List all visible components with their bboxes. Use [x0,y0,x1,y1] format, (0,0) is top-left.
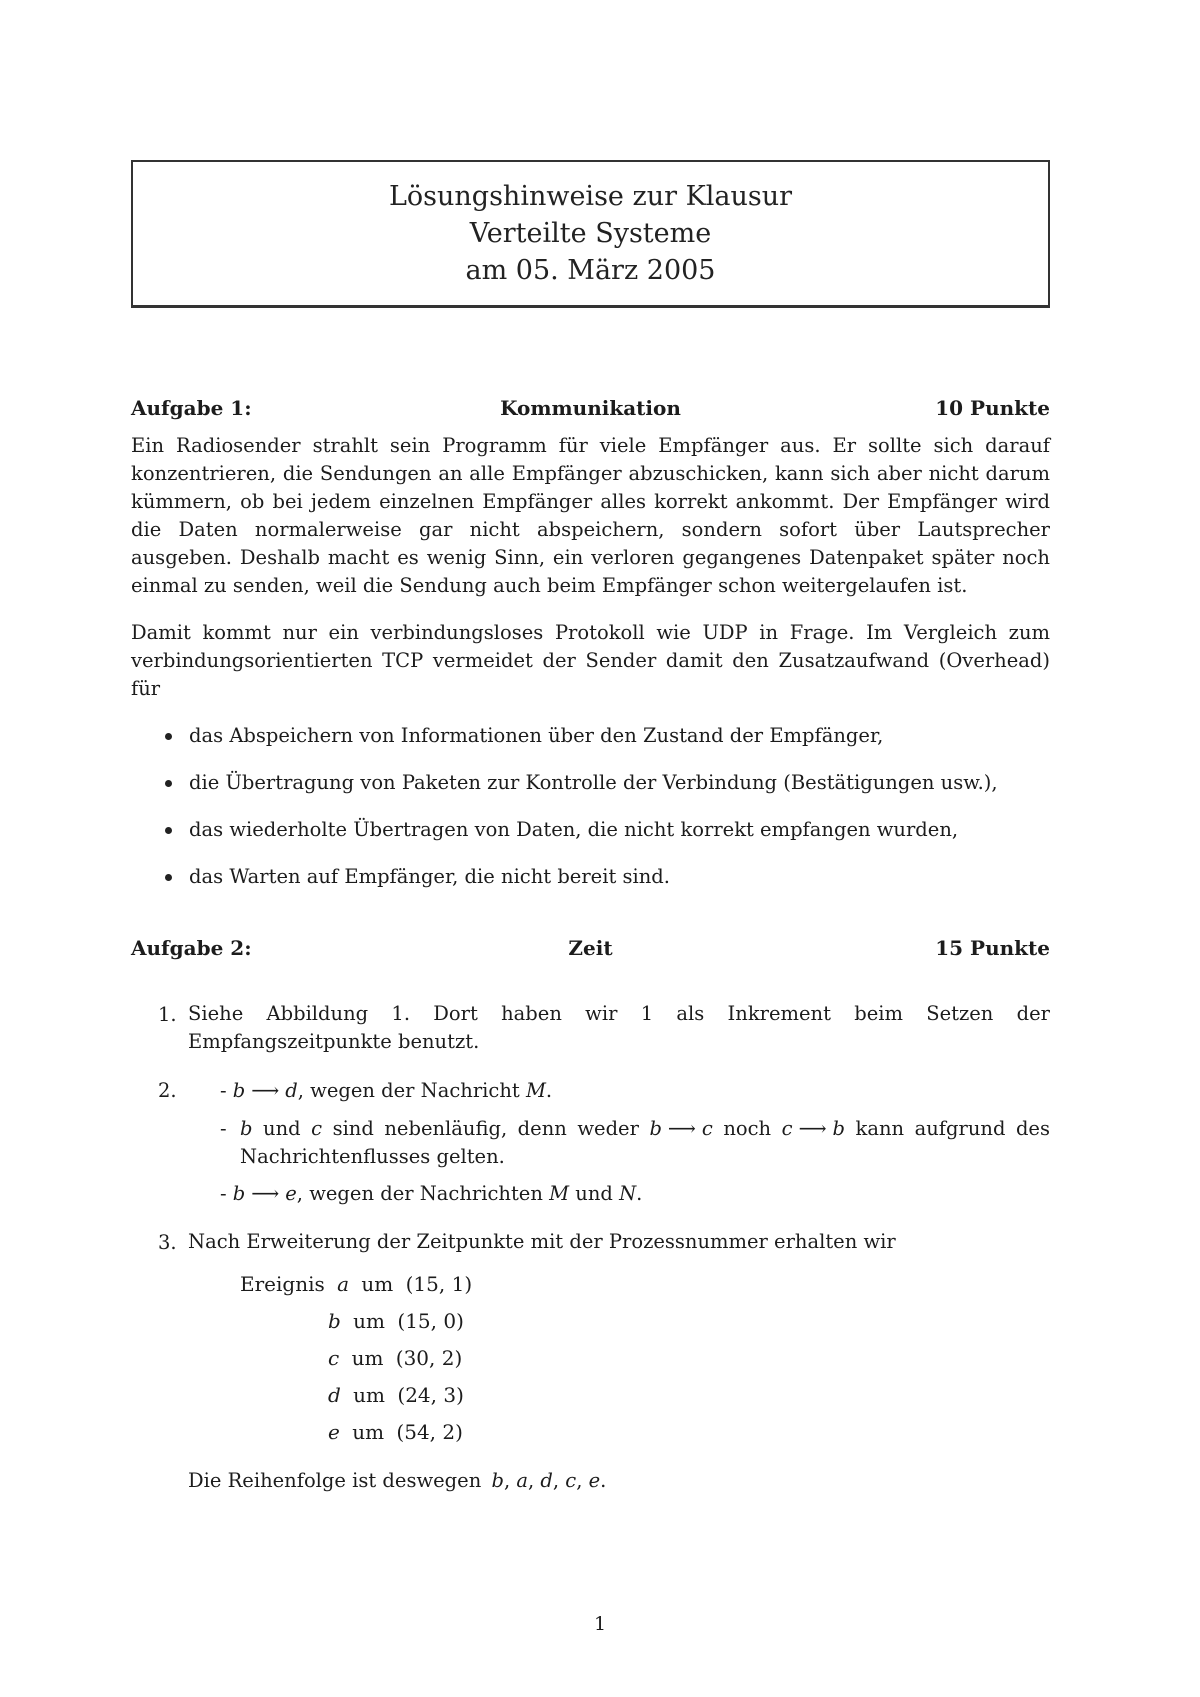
arrow-icon: ⟶ [251,1079,280,1102]
page-number: 1 [593,1613,607,1635]
event-name: d [328,1383,341,1407]
item2-sub2 [220,1115,1050,1171]
arrow-icon: ⟶ [667,1117,696,1140]
event-time: (54, 2) [396,1420,463,1444]
event-b: b [240,1117,253,1140]
order-item: d [540,1469,553,1492]
order-item: e [588,1469,601,1492]
event-time: (24, 3) [397,1383,464,1407]
list-item [165,816,1050,863]
arrow-icon: ⟶ [798,1117,827,1140]
bullet-icon [165,733,172,740]
event-um: um [351,1346,384,1370]
event-b: b [649,1117,662,1140]
event-b: b [232,1079,246,1102]
order-sentence: Die Reihenfolge ist deswegen b, a, d, c, e. [188,1469,607,1492]
sub3-period: . [636,1182,643,1205]
event-name: e [328,1420,340,1444]
bullet-text: die Übertragung von Paketen zur Kontrolle der Verbindung (Bestätigungen usw.), [189,771,998,794]
task1-bullet-list [165,722,1050,910]
title-line-1: Lösungshinweise zur Klausur [388,181,793,212]
order-item: c [565,1469,577,1492]
dash-marker: - [220,1117,227,1140]
task1-points: 10 Punkte [935,396,1050,420]
message-m: M [549,1182,570,1205]
task2-label: Aufgabe 2: [131,936,252,960]
item3-text: Nach Erweiterung der Zeitpunkte mit der Prozessnummer erhalten wir [188,1230,896,1253]
task1-paragraph-2: Damit kommt nur ein verbindungsloses Protokoll wie UDP in Frage. Im Vergleich zum verbindungsorientierten TCP vermeidet der Sender damit den Zusatzaufwand (Overhead) für [131,621,1050,700]
bullet-icon [165,827,172,834]
sub1-text: , wegen der Nachricht [297,1079,526,1102]
sub3-text: , wegen der Nachrichten [296,1182,550,1205]
sub2-text-4: kann aufgrund des Nachrichtenflusses gelten. [240,1117,1050,1168]
task1-paragraph-1: Ein Radiosender strahlt sein Programm für viele Empfänger aus. Er sollte sich darauf konzentrieren, die Sendungen an alle Empfänger abzuschicken, kann sich aber nicht darum kümmern, ob bei jedem einzelnen Empfänger alles korrekt ankommt. Der Empfänger wird die Daten normalerweise gar nicht abspeichern, sondern sofort über Lautsprecher ausgeben. Deshalb macht es wenig Sinn, ein verloren gegangenes Datenpaket später noch einmal zu senden, weil die Sendung auch beim Empfänger schon weitergelaufen ist. [131,434,1050,597]
title-line-2: Verteilte Systeme [469,218,712,249]
sub3-and: und [569,1182,620,1205]
list-item [165,863,1050,910]
item1-number: 1. [158,1003,177,1026]
event-b: b [232,1182,246,1205]
bullet-text: das Warten auf Empfänger, die nicht bereit sind. [189,865,670,888]
item2-number: 2. [158,1079,177,1102]
event-d: d [285,1079,298,1102]
task1-label: Aufgabe 1: [131,396,252,420]
title-line-3: am 05. März 2005 [465,255,716,286]
dash-marker: - [220,1182,227,1205]
sub2-text-2: sind nebenläufig, denn weder [322,1117,650,1140]
item1-text: Siehe Abbildung 1. Dort haben wir 1 als Inkrement beim Setzen der Empfangszeitpunkte benutzt. [188,1002,1050,1053]
event-e: e [285,1182,297,1205]
event-b: b [832,1117,846,1140]
task2-title: Zeit [568,936,613,960]
item2-sub3 [220,1180,1050,1208]
order-item: b [491,1469,504,1492]
event-um: um [353,1383,386,1407]
task1-title: Kommunikation [500,396,681,420]
list-item [165,722,1050,769]
event-c: c [701,1117,713,1140]
order-item: a [516,1469,528,1492]
bullet-text: das wiederholte Übertragen von Daten, die nicht korrekt empfangen wurden, [189,818,959,841]
list-item [165,769,1050,816]
event-name: c [328,1346,340,1370]
message-n: N [619,1182,637,1205]
bullet-icon [165,874,172,881]
event-time: (15, 0) [397,1309,464,1333]
event-um: um [353,1309,386,1333]
message-m: M [525,1079,546,1102]
dash-marker: - [220,1079,227,1102]
task2-points: 15 Punkte [935,936,1050,960]
event-um: um [361,1272,394,1296]
event-row [328,1309,464,1345]
event-time: (15, 1) [405,1272,473,1296]
event-name: b [328,1309,341,1333]
item3-number: 3. [158,1231,177,1254]
task2-header [131,936,1050,966]
task1-header [131,396,1050,426]
title-box [131,160,1050,308]
bullet-icon [165,780,172,787]
event-c: c [311,1117,323,1140]
event-row [328,1420,463,1456]
order-text: Die Reihenfolge ist deswegen [188,1469,482,1492]
arrow-icon: ⟶ [251,1182,280,1205]
event-row [328,1383,464,1419]
event-um: um [352,1420,385,1444]
event-row [328,1346,462,1382]
sub2-text-1: und [252,1117,312,1140]
event-c: c [781,1117,793,1140]
item2-sub1 [220,1077,1050,1105]
event-time: (30, 2) [395,1346,463,1370]
sub2-text-3: noch [712,1117,782,1140]
bullet-text: das Abspeichern von Informationen über den Zustand der Empfänger, [189,724,884,747]
event-prefix: Ereignis [240,1272,325,1296]
sub2-content [220,1115,1050,1171]
sub1-period: . [545,1079,553,1102]
event-name: a [337,1272,350,1296]
event-row [240,1272,472,1308]
